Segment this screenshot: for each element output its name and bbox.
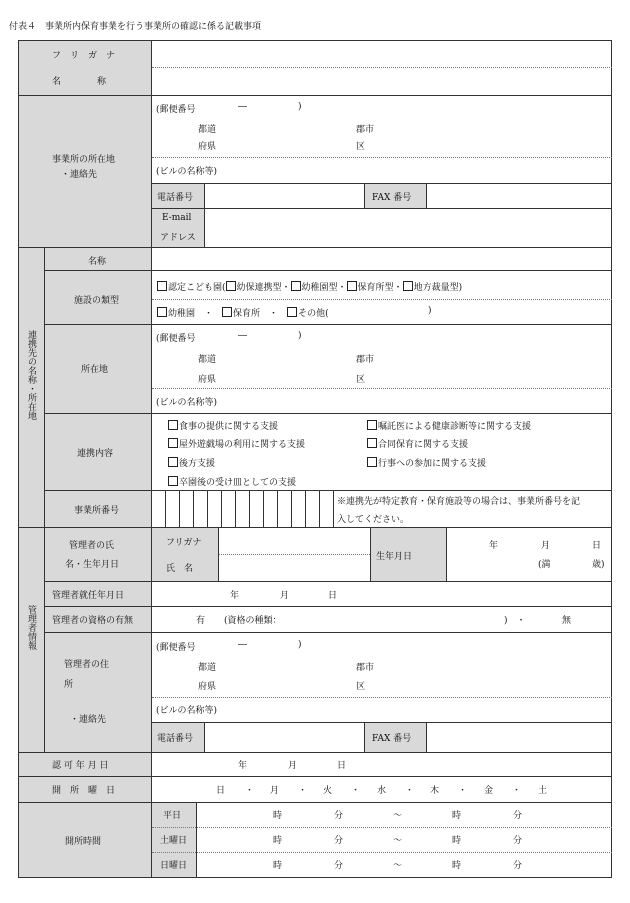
divider xyxy=(45,270,612,271)
manager-furigana-input[interactable] xyxy=(221,531,367,551)
office-contact-label: ・連絡先 xyxy=(61,170,98,180)
weekday-fri[interactable]: 金 xyxy=(484,786,494,796)
digit-divider xyxy=(291,490,292,527)
divider xyxy=(45,490,612,491)
hour-unit: 時 xyxy=(452,811,462,821)
manager-addr-label-2: 所 xyxy=(64,680,74,690)
coop-label-6: 行事への参加に関する支援 xyxy=(378,459,487,469)
hour-unit: 時 xyxy=(452,861,462,871)
hours-row-saturday: 土曜日 xyxy=(160,836,188,846)
minute-unit: 分 xyxy=(334,811,344,821)
partner-building-label: (ビルの名称等) xyxy=(156,398,218,408)
birth-day: 日 xyxy=(592,541,602,551)
divider xyxy=(152,852,612,853)
fax-label: FAX 番号 xyxy=(372,193,412,203)
digit-divider xyxy=(305,490,306,527)
tilde: 〜 xyxy=(393,811,403,821)
option-yochienkata: 幼稚園型・ xyxy=(301,283,347,293)
checkbox-coop-2[interactable] xyxy=(367,420,377,430)
divider xyxy=(426,183,427,208)
partner-name-input[interactable] xyxy=(156,251,606,267)
hour-unit: 時 xyxy=(452,836,462,846)
postal-dash: ― xyxy=(238,102,247,112)
digit-divider xyxy=(207,490,208,527)
weekday-wed[interactable]: 水 xyxy=(377,786,387,796)
manager-birth-label: 名・生年月日 xyxy=(65,560,120,570)
divider xyxy=(152,722,612,723)
divider xyxy=(446,527,447,581)
manager-fax-label: FAX 番号 xyxy=(372,734,412,744)
checkbox-coop-1[interactable] xyxy=(168,420,178,430)
gunshi-bottom: 区 xyxy=(356,142,366,152)
partner-postal-close: ) xyxy=(298,331,302,341)
coop-label-2: 嘱託医による健康診断等に関する支援 xyxy=(378,422,532,432)
coop-label-1: 食事の提供に関する支援 xyxy=(179,422,279,432)
minute-unit: 分 xyxy=(334,861,344,871)
dot: ・ xyxy=(298,786,308,796)
name-label: 名 称 xyxy=(52,77,107,87)
manager-postal-close: ) xyxy=(298,640,302,650)
divider xyxy=(152,697,612,698)
minute-unit: 分 xyxy=(513,861,523,871)
postal-close: ) xyxy=(298,102,302,112)
qualification-close: ) ・ xyxy=(504,616,526,626)
partner-gunshi-top: 郡市 xyxy=(356,355,375,365)
office-location-label: 事業所の所在地 xyxy=(52,155,116,165)
weekday-thu[interactable]: 木 xyxy=(430,786,440,796)
minute-unit: 分 xyxy=(334,836,344,846)
minute-unit: 分 xyxy=(513,811,523,821)
coop-label-5: 後方支援 xyxy=(179,459,216,469)
option-hoikusho: 保育所 ・ xyxy=(233,309,279,319)
digit-divider xyxy=(277,490,278,527)
tilde: 〜 xyxy=(393,836,403,846)
coop-label-3: 屋外遊戯場の利用に関する支援 xyxy=(179,440,306,450)
divider xyxy=(204,722,205,752)
weekday-sun[interactable]: 日 xyxy=(216,786,226,796)
divider xyxy=(218,554,370,555)
option-hoikushokata: 保育所型・ xyxy=(357,283,403,293)
hour-unit: 時 xyxy=(273,836,283,846)
divider xyxy=(152,827,612,828)
checkbox-nintei[interactable] xyxy=(157,281,167,291)
divider xyxy=(196,802,197,878)
manager-todofuken-bottom: 府県 xyxy=(198,682,217,692)
divider xyxy=(44,247,45,752)
birth-month: 月 xyxy=(541,541,551,551)
option-other: その他( xyxy=(298,309,329,319)
divider xyxy=(152,208,612,209)
option-chihosairyo: 地方裁量型) xyxy=(413,283,463,293)
office-number-note-1: ※連携先が特定教育・保育施設等の場合は、事業所番号を記 xyxy=(337,497,581,507)
qualification-label: 管理者の資格の有無 xyxy=(52,616,134,626)
divider xyxy=(152,388,612,389)
partner-todofuken-bottom: 府県 xyxy=(198,375,217,385)
digit-divider xyxy=(249,490,250,527)
divider xyxy=(45,632,612,633)
checkbox-yochienkata[interactable] xyxy=(291,281,301,291)
weekday-mon[interactable]: 月 xyxy=(270,786,280,796)
divider xyxy=(152,183,612,184)
open-days-label: 開 所 曜 日 xyxy=(52,786,116,796)
divider xyxy=(18,776,612,777)
checkbox-other[interactable] xyxy=(287,307,297,317)
coop-item-5[interactable] xyxy=(168,456,215,469)
option-nintei: 認定こども園( xyxy=(168,283,226,293)
qualification-no[interactable]: 無 xyxy=(562,616,572,626)
divider xyxy=(18,527,612,528)
partner-section-label: 連携先の名称・所在地 xyxy=(26,330,36,420)
minute-unit: 分 xyxy=(513,836,523,846)
building-label: (ビルの名称等) xyxy=(156,167,218,177)
checkbox-chihosairyo[interactable] xyxy=(403,281,413,291)
manager-gunshi-bottom: 区 xyxy=(356,682,366,692)
email-label: E-mail xyxy=(162,213,192,223)
open-hours-label: 開所時間 xyxy=(65,837,102,847)
manager-name-label: 管理者の氏 xyxy=(69,541,115,551)
partner-name-label: 名称 xyxy=(88,257,107,267)
dot: ・ xyxy=(405,786,415,796)
tilde: 〜 xyxy=(393,861,403,871)
facility-type-row1 xyxy=(157,280,462,293)
tel-label: 電話番号 xyxy=(157,193,194,203)
manager-building-label: (ビルの名称等) xyxy=(156,706,218,716)
birth-label: 生年月日 xyxy=(376,552,413,562)
checkbox-coop-4[interactable] xyxy=(367,438,377,448)
partner-postal-dash: ― xyxy=(238,331,247,341)
digit-divider xyxy=(221,490,222,527)
divider xyxy=(426,722,427,752)
divider xyxy=(370,527,371,581)
office-number-label: 事業所番号 xyxy=(74,506,120,516)
coop-label-7: 卒園後の受け皿としての支援 xyxy=(179,478,297,488)
manager-section-label: 管理者情報 xyxy=(26,605,36,650)
divider xyxy=(45,413,612,414)
furigana-input[interactable] xyxy=(156,45,606,63)
partner-gunshi-bottom: 区 xyxy=(356,375,366,385)
manager-furigana-label: フリガナ xyxy=(166,538,202,548)
partner-postal-label: (郵便番号 xyxy=(156,334,196,344)
manager-postal-dash: ― xyxy=(238,640,247,650)
cooperation-label: 連携内容 xyxy=(77,449,114,459)
coop-item-7[interactable] xyxy=(168,475,296,488)
option-yochien: 幼稚園 ・ xyxy=(168,309,214,319)
dot: ・ xyxy=(512,786,522,796)
digit-divider xyxy=(165,490,166,527)
coop-label-4: 合同保育に関する支援 xyxy=(378,440,469,450)
option-yohorenkei: 幼保連携型・ xyxy=(236,283,291,293)
tel-input[interactable] xyxy=(207,187,361,205)
divider xyxy=(18,752,612,753)
digit-divider xyxy=(235,490,236,527)
coop-item-4[interactable] xyxy=(367,437,468,450)
weekday-tue[interactable]: 火 xyxy=(323,786,333,796)
coop-item-2[interactable] xyxy=(367,419,531,432)
divider xyxy=(152,157,612,158)
digit-divider xyxy=(333,490,334,527)
divider xyxy=(152,299,612,300)
manager-todofuken-top: 都道 xyxy=(198,663,217,673)
digit-divider xyxy=(263,490,264,527)
manager-contact-label: ・連絡先 xyxy=(70,715,107,725)
coop-item-1[interactable] xyxy=(168,419,278,432)
license-year: 年 xyxy=(238,761,248,771)
divider xyxy=(45,324,612,325)
checkbox-hoikusho[interactable] xyxy=(222,307,232,317)
manager-addr-label: 管理者の住 xyxy=(64,660,110,670)
digit-divider xyxy=(179,490,180,527)
divider xyxy=(18,247,612,248)
manager-gunshi-top: 郡市 xyxy=(356,663,375,673)
divider xyxy=(364,722,365,752)
email-label-2: アドレス xyxy=(160,233,196,243)
partner-location-label: 所在地 xyxy=(81,365,109,375)
other-close: ) xyxy=(428,306,432,316)
checkbox-hoikushokata[interactable] xyxy=(347,281,357,291)
todofuken-top: 都道 xyxy=(198,125,217,135)
age-open: (満 xyxy=(538,560,551,570)
checkbox-coop-6[interactable] xyxy=(367,457,377,467)
manager-fax-input[interactable] xyxy=(429,726,607,748)
qualification-yes[interactable]: 有 xyxy=(196,616,206,626)
appointment-year: 年 xyxy=(230,591,240,601)
appointment-day: 日 xyxy=(328,591,338,601)
hours-row-weekday: 平日 xyxy=(163,811,182,821)
hours-row-sunday: 日曜日 xyxy=(160,861,188,871)
document-title: 付表４ 事業所内保育事業を行う事業所の確認に係る記載事項 xyxy=(9,22,262,32)
partner-todofuken-top: 都道 xyxy=(198,355,217,365)
dot: ・ xyxy=(351,786,361,796)
hour-unit: 時 xyxy=(273,861,283,871)
fax-input[interactable] xyxy=(429,187,607,205)
divider xyxy=(151,40,152,878)
weekday-sat[interactable]: 土 xyxy=(538,786,548,796)
manager-tel-input[interactable] xyxy=(207,726,361,748)
divider xyxy=(152,67,612,68)
facility-type-row2 xyxy=(157,306,329,319)
checkbox-coop-7[interactable] xyxy=(168,476,178,486)
name-input[interactable] xyxy=(156,71,606,91)
dot: ・ xyxy=(245,786,255,796)
age-close: 歳) xyxy=(592,560,605,570)
manager-shimei-label: 氏 名 xyxy=(166,564,194,574)
divider xyxy=(18,95,612,96)
appointment-month: 月 xyxy=(280,591,290,601)
qualification-type: (資格の種類： xyxy=(224,616,282,626)
manager-postal-label: (郵便番号 xyxy=(156,643,196,653)
office-number-note-2: 入してください。 xyxy=(337,515,410,525)
manager-name-input[interactable] xyxy=(221,557,367,578)
checkbox-yohorenkei[interactable] xyxy=(226,281,236,291)
divider xyxy=(45,581,612,582)
dot: ・ xyxy=(458,786,468,796)
divider xyxy=(364,183,365,208)
digit-divider xyxy=(319,490,320,527)
checkbox-coop-3[interactable] xyxy=(168,438,178,448)
coop-item-6[interactable] xyxy=(367,456,486,469)
todofuken-bottom: 府県 xyxy=(198,142,217,152)
license-month: 月 xyxy=(288,761,298,771)
birth-year: 年 xyxy=(489,541,499,551)
appointment-label: 管理者就任年月日 xyxy=(52,591,125,601)
email-input[interactable] xyxy=(207,215,607,241)
coop-item-3[interactable] xyxy=(168,437,305,450)
facility-type-label: 施設の類型 xyxy=(74,296,120,306)
divider xyxy=(45,606,612,607)
checkbox-coop-5[interactable] xyxy=(168,457,178,467)
license-date-label: 認 可 年 月 日 xyxy=(52,761,109,771)
furigana-label: フ リ ガ ナ xyxy=(52,51,116,61)
divider xyxy=(204,183,205,247)
divider xyxy=(218,527,219,581)
digit-divider xyxy=(193,490,194,527)
postal-label: (郵便番号 xyxy=(156,105,196,115)
divider xyxy=(18,802,612,803)
gunshi-top: 郡市 xyxy=(356,125,375,135)
hour-unit: 時 xyxy=(273,811,283,821)
checkbox-yochien[interactable] xyxy=(157,307,167,317)
license-day: 日 xyxy=(337,761,347,771)
manager-tel-label: 電話番号 xyxy=(157,734,194,744)
